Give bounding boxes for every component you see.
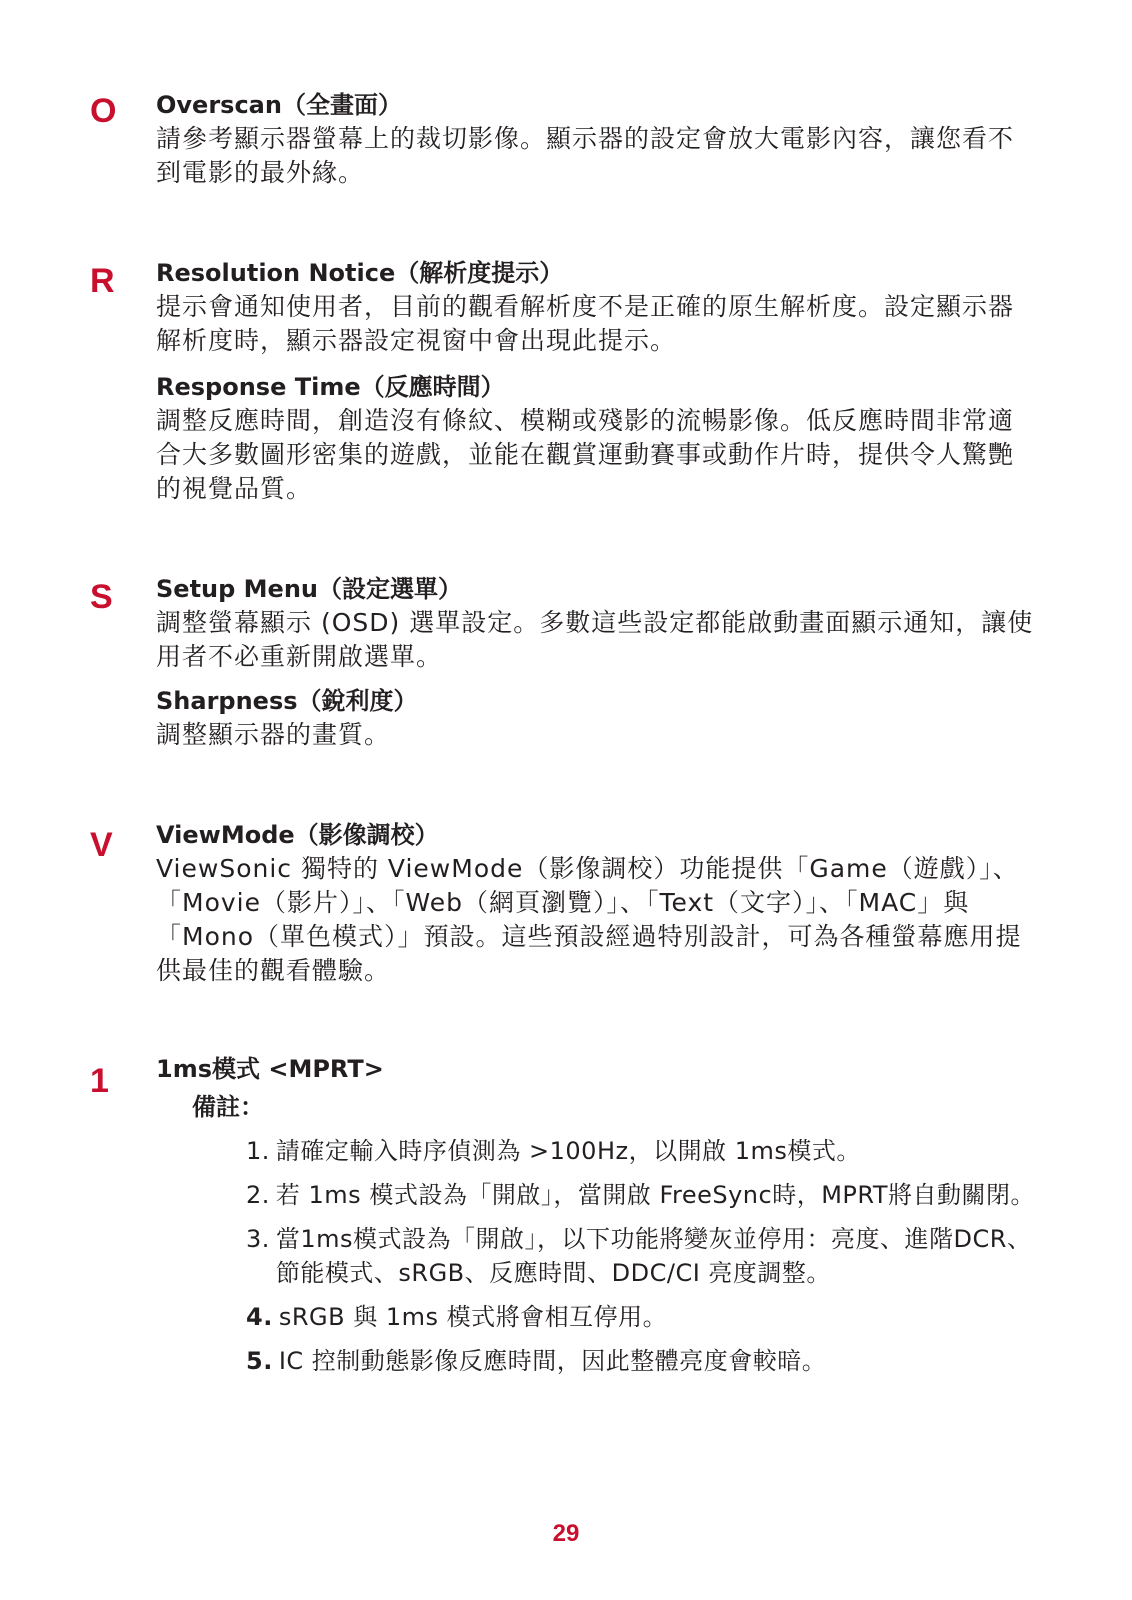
note-item bbox=[246, 1344, 1036, 1378]
glossary-entry-setup-menu bbox=[156, 572, 1036, 674]
term-description: 調整反應時間，創造沒有條紋、模糊或殘影的流暢影像。低反應時間非常適合大多數圖形密集的遊戲，並能在觀賞運動賽事或動作片時，提供令人驚艷的視覺品質。 bbox=[156, 406, 1015, 503]
note-item bbox=[246, 1134, 1036, 1168]
note-label: 備註： bbox=[192, 1093, 264, 1121]
term-title: 1ms模式 <MPRT> bbox=[156, 1055, 384, 1083]
term-title: Sharpness（銳利度） bbox=[156, 687, 418, 715]
note-text: 當1ms模式設為「開啟」，以下功能將變灰並停用：亮度、進階DCR、節能模式、sRGB、反應時間、DDC/CI 亮度調整。 bbox=[275, 1225, 1032, 1287]
section-letter-o: O bbox=[90, 92, 117, 130]
term-description: 調整顯示器的畫質。 bbox=[156, 720, 391, 749]
glossary-entry-overscan bbox=[156, 88, 1036, 190]
section-letter-1: 1 bbox=[90, 1062, 109, 1100]
note-number: 5. bbox=[246, 1347, 273, 1375]
note-text: sRGB 與 1ms 模式將會相互停用。 bbox=[278, 1303, 668, 1331]
note-text: IC 控制動態影像反應時間，因此整體亮度會較暗。 bbox=[278, 1347, 827, 1375]
note-number: 4. bbox=[246, 1303, 273, 1331]
glossary-entry-sharpness bbox=[156, 684, 1036, 752]
note-text: 請確定輸入時序偵測為 >100Hz，以開啟 1ms模式。 bbox=[275, 1137, 861, 1165]
term-description: ViewSonic 獨特的 ViewMode（影像調校）功能提供「Game（遊戲）」、「Movie（影片）」、「Web（網頁瀏覽）」、「Text（文字）」、「MAC」與「Mono（單色模式）」預設。這些預設經過特別設計，可為各種螢幕應用提供最佳的觀看體驗。 bbox=[156, 854, 1022, 985]
term-title: Overscan（全畫面） bbox=[156, 91, 402, 119]
term-title: ViewMode（影像調校） bbox=[156, 821, 439, 849]
note-number: 2. bbox=[246, 1181, 270, 1209]
glossary-entry-resolution-notice bbox=[156, 256, 1036, 358]
note-item bbox=[246, 1300, 1036, 1334]
term-title: Resolution Notice（解析度提示） bbox=[156, 259, 564, 287]
section-letter-v: V bbox=[90, 826, 113, 864]
glossary-entry-response-time bbox=[156, 370, 1036, 506]
note-text: 若 1ms 模式設為「開啟」，當開啟 FreeSync時，MPRT將自動關閉。 bbox=[275, 1181, 1035, 1209]
note-number: 3. bbox=[246, 1225, 270, 1253]
note-item bbox=[246, 1178, 1036, 1212]
glossary-entry-1ms-mode bbox=[156, 1052, 1036, 1086]
glossary-entry-viewmode bbox=[156, 818, 1036, 988]
notes-list bbox=[246, 1134, 1036, 1378]
note-item bbox=[246, 1222, 1036, 1290]
section-letter-r: R bbox=[90, 262, 115, 300]
term-description: 調整螢幕顯示 (OSD) 選單設定。多數這些設定都能啟動畫面顯示通知，讓使用者不必重新開啟選單。 bbox=[156, 608, 1034, 671]
term-title: Response Time（反應時間） bbox=[156, 373, 505, 401]
section-letter-s: S bbox=[90, 578, 113, 616]
page-number: 29 bbox=[552, 1520, 580, 1547]
term-description: 請參考顯示器螢幕上的裁切影像。顯示器的設定會放大電影內容，讓您看不到電影的最外緣。 bbox=[156, 124, 1015, 187]
note-number: 1. bbox=[246, 1137, 270, 1165]
term-title: Setup Menu（設定選單） bbox=[156, 575, 462, 603]
term-description: 提示會通知使用者，目前的觀看解析度不是正確的原生解析度。設定顯示器解析度時，顯示器設定視窗中會出現此提示。 bbox=[156, 292, 1015, 355]
